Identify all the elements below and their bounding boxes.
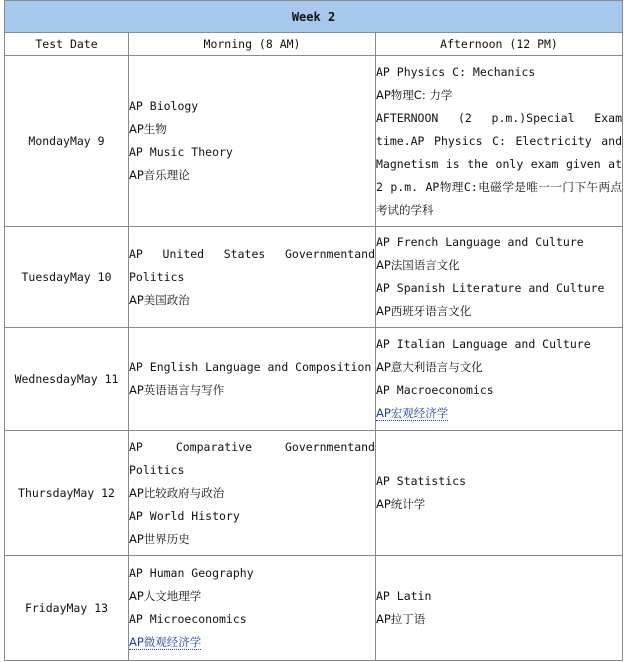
- exam-name: AP United States Governmentand Politics: [129, 246, 375, 284]
- exam-name: AP西班牙语言文化: [376, 304, 472, 318]
- table-row: [5, 56, 623, 227]
- exam-name: AP Biology: [129, 99, 199, 113]
- table-row: [5, 328, 623, 431]
- week-header-row: [5, 1, 623, 33]
- afternoon-exams: [376, 431, 623, 556]
- morning-exams: [129, 328, 376, 431]
- exam-name: AP Statistics: [376, 474, 467, 488]
- exam-name: AP法国语言文化: [376, 258, 460, 272]
- exam-name: AP World History: [129, 508, 240, 523]
- exam-name: AP Human Geography: [129, 566, 254, 580]
- exam-name: AP音乐理论: [129, 168, 190, 182]
- exam-name: AP Physics C: Mechanics: [376, 64, 536, 79]
- morning-exams: [129, 56, 376, 227]
- test-date: FridayMay 13: [5, 556, 129, 661]
- exam-name: AP美国政治: [129, 292, 190, 307]
- afternoon-exams: [376, 227, 623, 328]
- exam-name: AP Italian Language and Culture: [376, 337, 591, 351]
- exam-name: AP French Language and Culture: [376, 235, 584, 249]
- exam-name: AP人文地理学: [129, 589, 202, 603]
- exam-name: AP比较政府与政治: [129, 485, 225, 500]
- table-row: [5, 556, 623, 661]
- exam-link-text[interactable]: AP微观经济学: [129, 635, 202, 649]
- test-date: TuesdayMay 10: [5, 227, 129, 328]
- exam-name: AP Comparative Governmentand Politics: [129, 439, 375, 477]
- exam-schedule-table: [4, 0, 623, 661]
- afternoon-exams: [376, 328, 623, 431]
- special-exam-note: AFTERNOON (2 p.m.)Special Exam time.AP Physics C: Electricity and Magnetism is the only exam given at 2 p.m. AP物理C:电磁学是唯一一门下午两点考试的学科: [376, 110, 623, 217]
- week-title: Week 2: [5, 1, 623, 33]
- exam-name: AP拉丁语: [376, 612, 426, 626]
- exam-name: AP世界历史: [129, 531, 190, 546]
- microeconomics-link[interactable]: [129, 631, 375, 654]
- morning-exams: [129, 431, 376, 556]
- exam-name: AP物理C: 力学: [376, 87, 453, 102]
- afternoon-exams: [376, 56, 623, 227]
- exam-name: AP Music Theory: [129, 145, 233, 159]
- exam-name: AP Spanish Literature and Culture: [376, 281, 605, 295]
- macroeconomics-link[interactable]: [376, 402, 622, 425]
- morning-exams: [129, 556, 376, 661]
- exam-name: AP Microeconomics: [129, 612, 247, 626]
- exam-name: AP English Language and Composition: [129, 360, 372, 374]
- test-date: ThursdayMay 12: [5, 431, 129, 556]
- test-date: MondayMay 9: [5, 56, 129, 227]
- exam-name: AP Latin: [376, 589, 432, 603]
- header-afternoon: Afternoon (12 PM): [376, 33, 623, 56]
- exam-name: AP统计学: [376, 497, 426, 511]
- header-morning: Morning (8 AM): [129, 33, 376, 56]
- exam-link-text[interactable]: AP宏观经济学: [376, 406, 449, 420]
- exam-name: AP生物: [129, 122, 167, 136]
- table-row: [5, 227, 623, 328]
- afternoon-exams: [376, 556, 623, 661]
- exam-name: AP Macroeconomics: [376, 383, 494, 397]
- exam-name: AP意大利语言与文化: [376, 360, 483, 374]
- test-date: WednesdayMay 11: [5, 328, 129, 431]
- morning-exams: [129, 227, 376, 328]
- exam-name: AP英语语言与写作: [129, 383, 225, 397]
- header-test-date: Test Date: [5, 33, 129, 56]
- table-row: [5, 431, 623, 556]
- column-header-row: [5, 33, 623, 56]
